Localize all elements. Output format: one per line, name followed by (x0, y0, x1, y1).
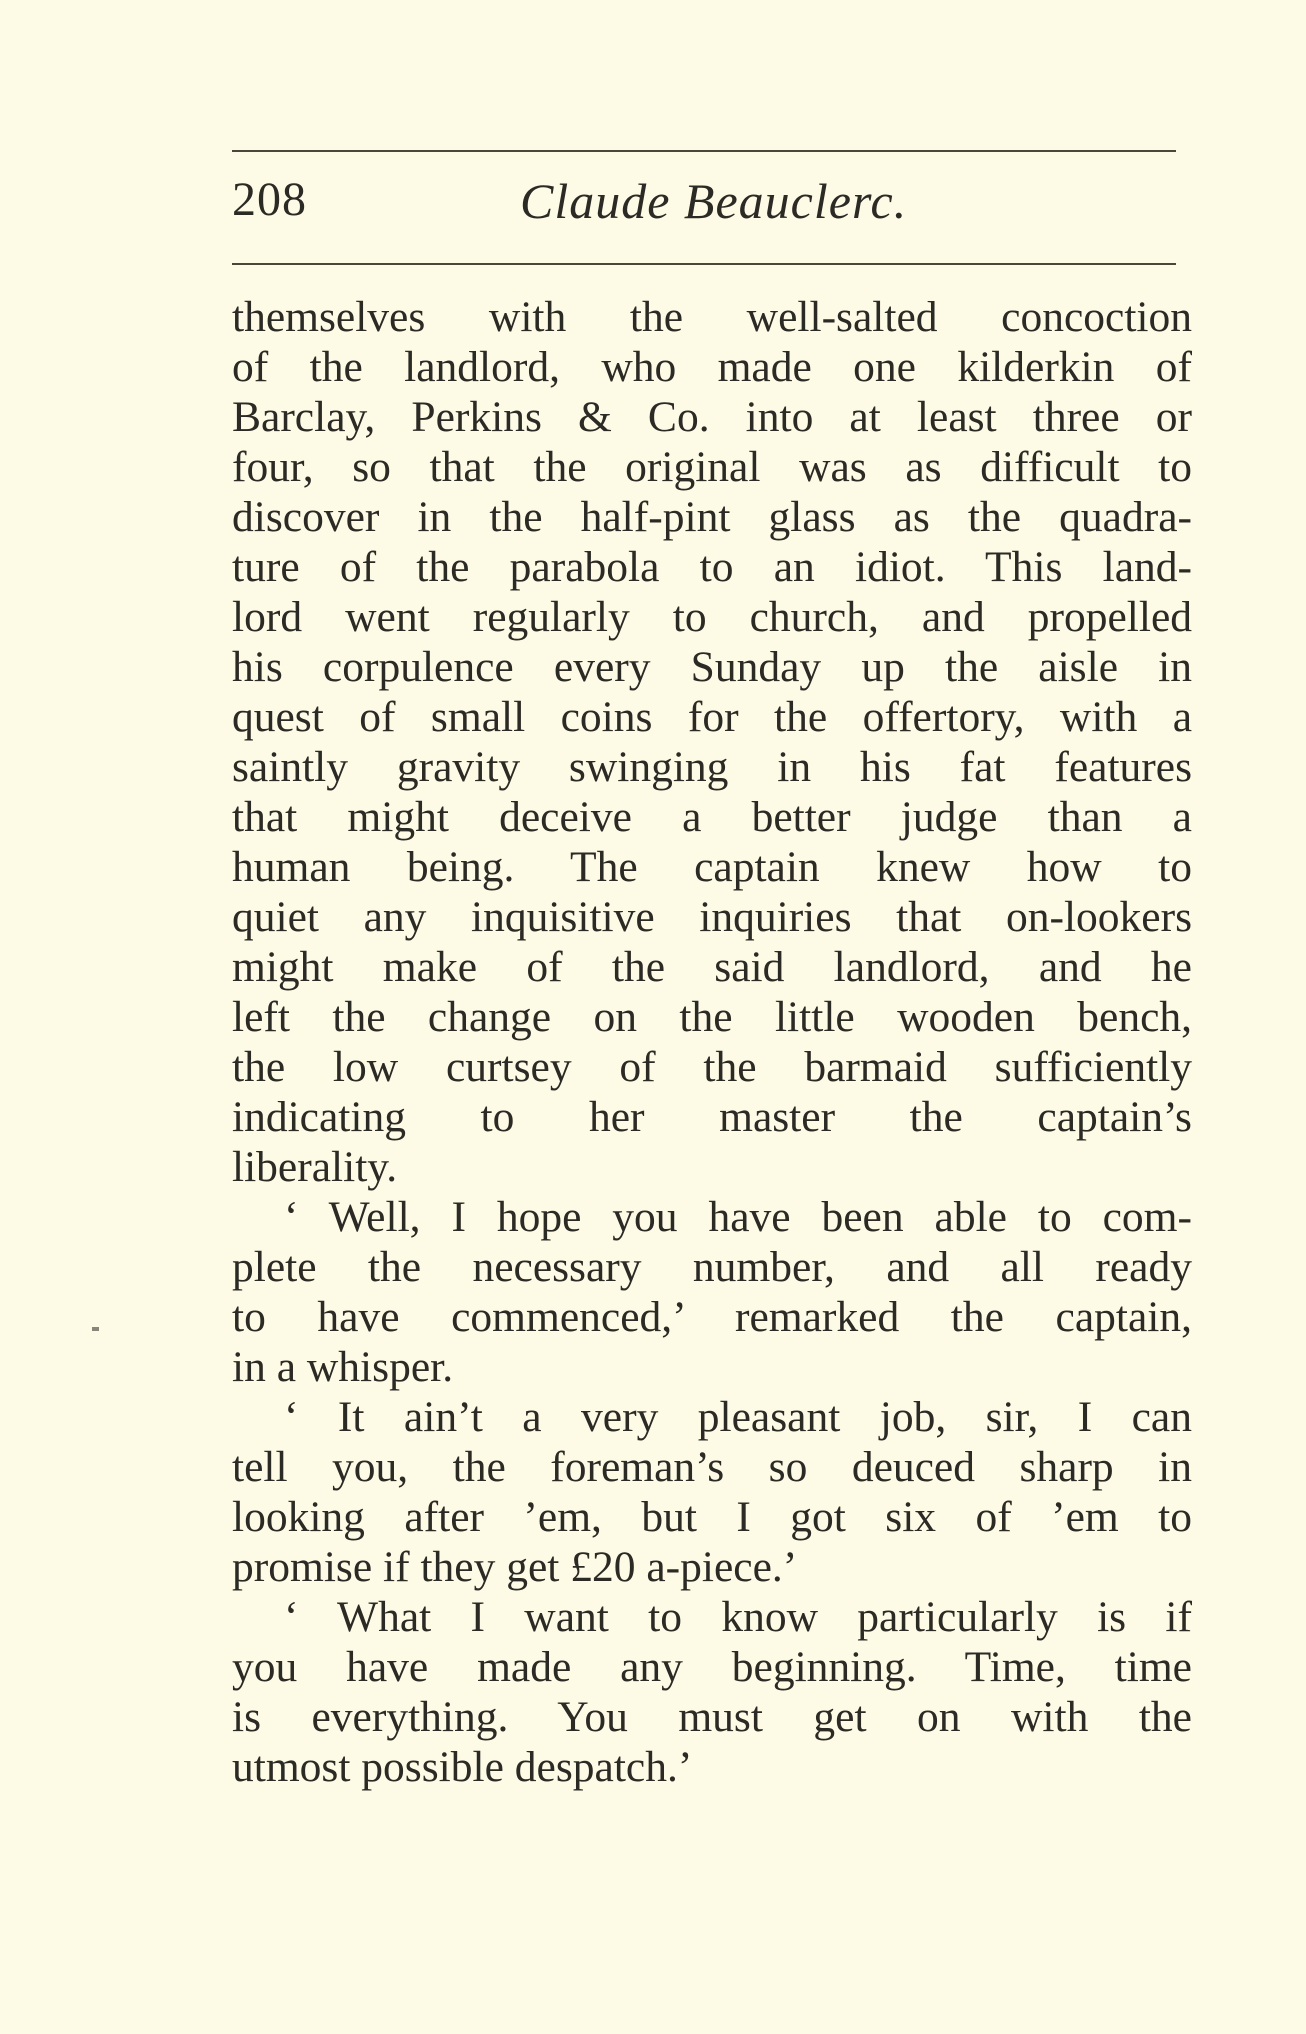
text-line: utmost possible despatch.’ (232, 1743, 693, 1791)
text-line: you have made any beginning. Time, time (232, 1643, 1192, 1691)
text-line: ‘ Well, I hope you have been able to com- (284, 1193, 1192, 1241)
page-number: 208 (232, 173, 307, 226)
text-line: of the landlord, who made one kilderkin of (232, 343, 1192, 391)
text-line: the low curtsey of the barmaid sufficiently (232, 1043, 1192, 1091)
text-line: that might deceive a better judge than a (232, 793, 1192, 841)
text-line: Barclay, Perkins & Co. into at least three or (232, 393, 1192, 441)
header-rule-bottom (232, 263, 1176, 265)
text-line: themselves with the well-salted concoction (232, 293, 1192, 341)
running-title: Claude Beauclerc. (520, 173, 908, 229)
text-line: promise if they get £20 a-piece.’ (232, 1543, 798, 1591)
text-line: lord went regularly to church, and propelled (232, 593, 1192, 641)
text-line: left the change on the little wooden bench, (232, 993, 1192, 1041)
text-line: tell you, the foreman’s so deuced sharp in (232, 1443, 1192, 1491)
text-line: ‘ It ain’t a very pleasant job, sir, I can (284, 1393, 1192, 1441)
body-text (232, 292, 1192, 1792)
text-line: might make of the said landlord, and he (232, 943, 1192, 991)
text-line: to have commenced,’ remarked the captain, (232, 1293, 1192, 1341)
text-line: looking after ’em, but I got six of ’em to (232, 1493, 1192, 1541)
text-line: is everything. You must get on with the (232, 1693, 1192, 1741)
text-line: quiet any inquisitive inquiries that on-lookers (232, 893, 1192, 941)
text-line: ture of the parabola to an idiot. This land- (232, 543, 1192, 591)
text-line: quest of small coins for the offertory, with a (232, 693, 1192, 741)
text-line: saintly gravity swinging in his fat features (232, 743, 1192, 791)
header-rule-top (232, 150, 1176, 152)
margin-mark (92, 1327, 99, 1331)
text-line: four, so that the original was as difficult to (232, 443, 1192, 491)
text-line: ‘ What I want to know particularly is if (284, 1593, 1192, 1641)
text-line: his corpulence every Sunday up the aisle in (232, 643, 1192, 691)
running-header (232, 172, 1176, 252)
text-line: human being. The captain knew how to (232, 843, 1192, 891)
text-line: plete the necessary number, and all ready (232, 1243, 1192, 1291)
text-line: in a whisper. (232, 1343, 454, 1391)
text-line: discover in the half-pint glass as the quadra- (232, 493, 1192, 541)
text-line: liberality. (232, 1143, 398, 1191)
text-line: indicating to her master the captain’s (232, 1093, 1192, 1141)
